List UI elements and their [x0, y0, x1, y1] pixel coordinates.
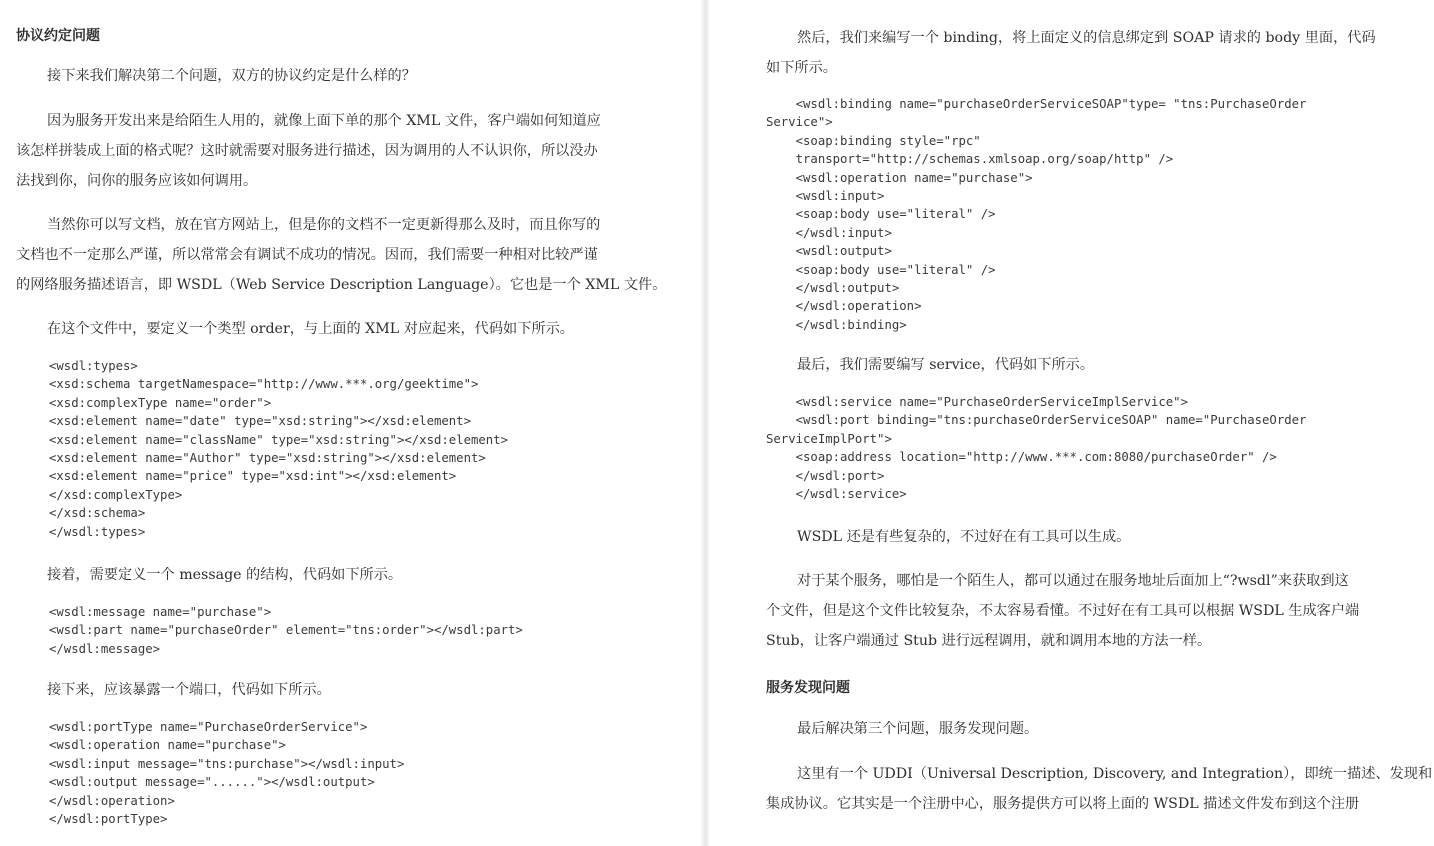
code-line: transport="http://schemas.xmlsoap.org/soap/http" />: [766, 152, 1174, 167]
paragraph: [766, 566, 1359, 656]
text-line: 个文件，但是这个文件比较复杂，不太容易看懂。不过好在有工具可以根据 WSDL 生成客户端: [766, 603, 1360, 619]
code-block-service: [766, 393, 1306, 503]
code-line: <xsd:complexType name="order">: [49, 395, 272, 410]
code-line: <wsdl:input>: [766, 189, 885, 204]
code-line: <wsdl:binding name="purchaseOrderServiceSOAP"type= "tns:PurchaseOrder: [766, 97, 1307, 111]
text-line: 该怎样拼装成上面的格式呢？这时就需要对服务进行描述，因为调用的人不认识你，所以没办: [16, 143, 598, 159]
code-line: </wsdl:binding>: [766, 317, 907, 332]
code-line: <soap:address location="http://www.***.com:8080/purchaseOrder" />: [766, 450, 1277, 465]
code-line: <xsd:element name="price" type="xsd:int"></xsd:element>: [49, 469, 457, 484]
code-line: </wsdl:types>: [49, 524, 146, 539]
paragraph: WSDL 还是有些复杂的，不过好在有工具可以生成。: [797, 529, 1131, 545]
text-line: 文档也不一定那么严谨，所以常常会有调试不成功的情况。因而，我们需要一种相对比较严谨: [16, 247, 598, 263]
code-line: </xsd:schema>: [49, 506, 146, 521]
page-gutter: [700, 0, 710, 846]
paragraph: 接下来我们解决第二个问题，双方的协议约定是什么样的？: [47, 68, 416, 84]
section-heading-protocol: 协议约定问题: [16, 28, 100, 44]
code-line: </wsdl:operation>: [49, 793, 175, 808]
text-line: 这里有一个 UDDI（Universal Description, Discovery, and Integration），即统一描述、发现和: [797, 766, 1433, 782]
code-line: <soap:body use="literal" />: [766, 262, 996, 277]
code-line: <wsdl:input message="tns:purchase"></wsdl:input>: [49, 756, 405, 771]
code-line: </wsdl:port>: [766, 468, 885, 483]
code-line: </wsdl:service>: [766, 487, 907, 502]
code-block-message: [49, 603, 523, 658]
text-line: 当然你可以写文档，放在官方网站上，但是你的文档不一定更新得那么及时，而且你写的: [47, 217, 601, 233]
code-line: <xsd:element name="className" type="xsd:string"></xsd:element>: [49, 432, 509, 447]
paragraph: 在这个文件中，要定义一个类型 order，与上面的 XML 对应起来，代码如下所示。: [47, 321, 574, 337]
code-line: <xsd:schema targetNamespace="http://www.***.org/geektime">: [49, 377, 479, 392]
paragraph: [16, 210, 666, 300]
right-page: [710, 0, 1434, 846]
text-line: 然后，我们来编写一个 binding，将上面定义的信息绑定到 SOAP 请求的 body 里面，代码: [797, 30, 1376, 46]
paragraph: 最后解决第三个问题，服务发现问题。: [797, 721, 1039, 737]
code-line: <soap:body use="literal" />: [766, 207, 996, 222]
code-line: <wsdl:portType name="PurchaseOrderService">: [49, 720, 368, 734]
paragraph: [766, 759, 1432, 819]
text-line: 对于某个服务，哪怕是一个陌生人，都可以通过在服务地址后面加上“?wsdl”来获取到这: [797, 573, 1349, 589]
code-line: <wsdl:message name="purchase">: [49, 605, 272, 619]
code-line: </wsdl:output>: [766, 281, 900, 296]
text-line: 因为服务开发出来是给陌生人用的，就像上面下单的那个 XML 文件，客户端如何知道应: [47, 113, 601, 129]
code-line: </wsdl:message>: [49, 641, 161, 656]
code-line: <wsdl:operation name="purchase">: [766, 170, 1033, 185]
code-line: </wsdl:portType>: [49, 812, 168, 827]
code-line: <wsdl:operation name="purchase">: [49, 738, 286, 753]
text-line: Stub，让客户端通过 Stub 进行远程调用，就和调用本地的方法一样。: [766, 633, 1212, 649]
paragraph: 接着，需要定义一个 message 的结构，代码如下所示。: [47, 567, 403, 583]
code-line: <xsd:element name="Author" type="xsd:string"></xsd:element>: [49, 451, 486, 466]
text-line: 如下所示。: [766, 60, 837, 76]
code-line: </wsdl:input>: [766, 225, 892, 240]
code-line: <wsdl:service name="PurchaseOrderServiceImplService">: [766, 395, 1188, 409]
code-line: ServiceImplPort">: [766, 431, 892, 446]
code-line: <xsd:element name="date" type="xsd:string"></xsd:element>: [49, 414, 471, 429]
code-line: <wsdl:output message="......"></wsdl:output>: [49, 775, 375, 790]
code-line: <wsdl:types>: [49, 359, 138, 373]
code-line: <wsdl:output>: [766, 244, 892, 259]
left-page: [0, 0, 700, 846]
code-block-types: [49, 357, 508, 541]
code-line: <wsdl:port binding="tns:purchaseOrderServiceSOAP" name="PurchaseOrder: [766, 413, 1307, 428]
paragraph: [16, 106, 601, 196]
code-block-binding: [766, 95, 1306, 334]
code-line: </wsdl:operation>: [766, 299, 922, 314]
text-line: 集成协议。它其实是一个注册中心，服务提供方可以将上面的 WSDL 描述文件发布到这个注册: [766, 796, 1360, 812]
code-line: <soap:binding style="rpc": [766, 133, 981, 148]
text-line: 的网络服务描述语言，即 WSDL（Web Service Description Language）。它也是一个 XML 文件。: [16, 277, 667, 293]
paragraph: 最后，我们需要编写 service，代码如下所示。: [797, 357, 1095, 373]
paragraph: [766, 23, 1376, 83]
code-line: <wsdl:part name="purchaseOrder" element="tns:order"></wsdl:part>: [49, 623, 523, 638]
code-block-porttype: [49, 718, 404, 828]
text-line: 法找到你，问你的服务应该如何调用。: [16, 173, 258, 189]
paragraph: 接下来，应该暴露一个端口，代码如下所示。: [47, 682, 331, 698]
code-line: Service">: [766, 115, 833, 130]
code-line: </xsd:complexType>: [49, 487, 183, 502]
section-heading-discovery: 服务发现问题: [766, 680, 850, 696]
